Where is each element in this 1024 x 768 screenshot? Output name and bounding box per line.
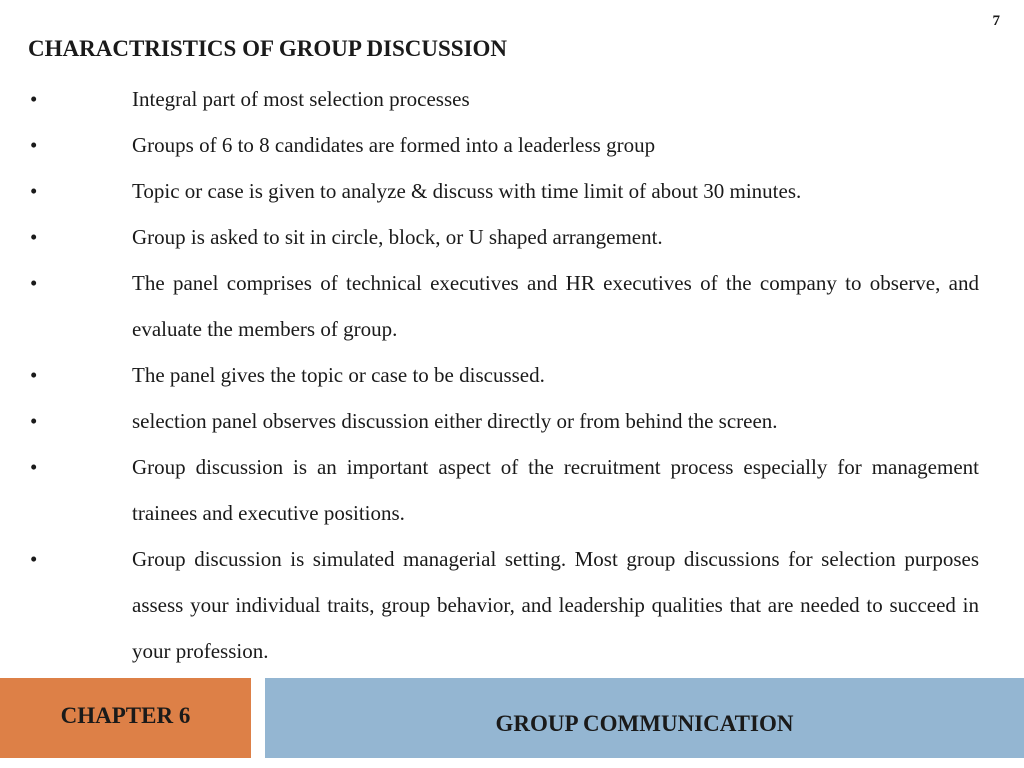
bullet-marker: •: [30, 547, 38, 571]
bullet-item: [28, 444, 979, 536]
bullet-marker: •: [30, 179, 38, 203]
bullet-item: [28, 76, 979, 122]
bullet-item: [28, 168, 979, 214]
footer-chapter-box: [0, 678, 251, 758]
bullet-marker: •: [30, 225, 38, 249]
bullet-item: [28, 398, 979, 444]
bullet-text: Groups of 6 to 8 candidates are formed into a leaderless group: [132, 133, 656, 157]
bullet-marker: •: [30, 87, 38, 111]
footer-chapter-label: CHAPTER 6: [60, 703, 191, 728]
bullet-item: [28, 260, 979, 352]
footer-topic-box: [265, 678, 1024, 758]
bullet-marker: •: [30, 409, 38, 433]
bullet-text: The panel gives the topic or case to be discussed.: [132, 363, 545, 387]
bullet-marker: •: [30, 363, 38, 387]
bullet-text: Group is asked to sit in circle, block, or U shaped arrangement.: [132, 225, 663, 249]
bullet-item: [28, 536, 979, 674]
page-number: 7: [992, 13, 1000, 29]
bullet-text: Integral part of most selection processes: [132, 87, 470, 111]
bullet-marker: •: [30, 455, 38, 479]
slide-title: CHARACTRISTICS OF GROUP DISCUSSION: [28, 36, 508, 61]
bullet-item: [28, 122, 979, 168]
bullet-text: selection panel observes discussion either directly or from behind the screen.: [132, 409, 778, 433]
bullet-text: Topic or case is given to analyze & discuss with time limit of about 30 minutes.: [132, 179, 802, 203]
bullet-text: Group discussion is simulated managerial setting. Most group discussions for selection purposes assess your individual traits, group behavior, and leadership qualities that are needed to succeed in your profession.: [132, 547, 979, 663]
bullet-text: Group discussion is an important aspect of the recruitment process especially for management trainees and executive positions.: [132, 455, 979, 525]
bullet-item: [28, 214, 979, 260]
bullet-list: [28, 76, 979, 674]
bullet-marker: •: [30, 271, 38, 295]
footer-topic-label: GROUP COMMUNICATION: [495, 711, 794, 736]
bullet-item: [28, 352, 979, 398]
bullet-marker: •: [30, 133, 38, 157]
bullet-text: The panel comprises of technical executives and HR executives of the company to observe, and evaluate the members of group.: [132, 271, 979, 341]
